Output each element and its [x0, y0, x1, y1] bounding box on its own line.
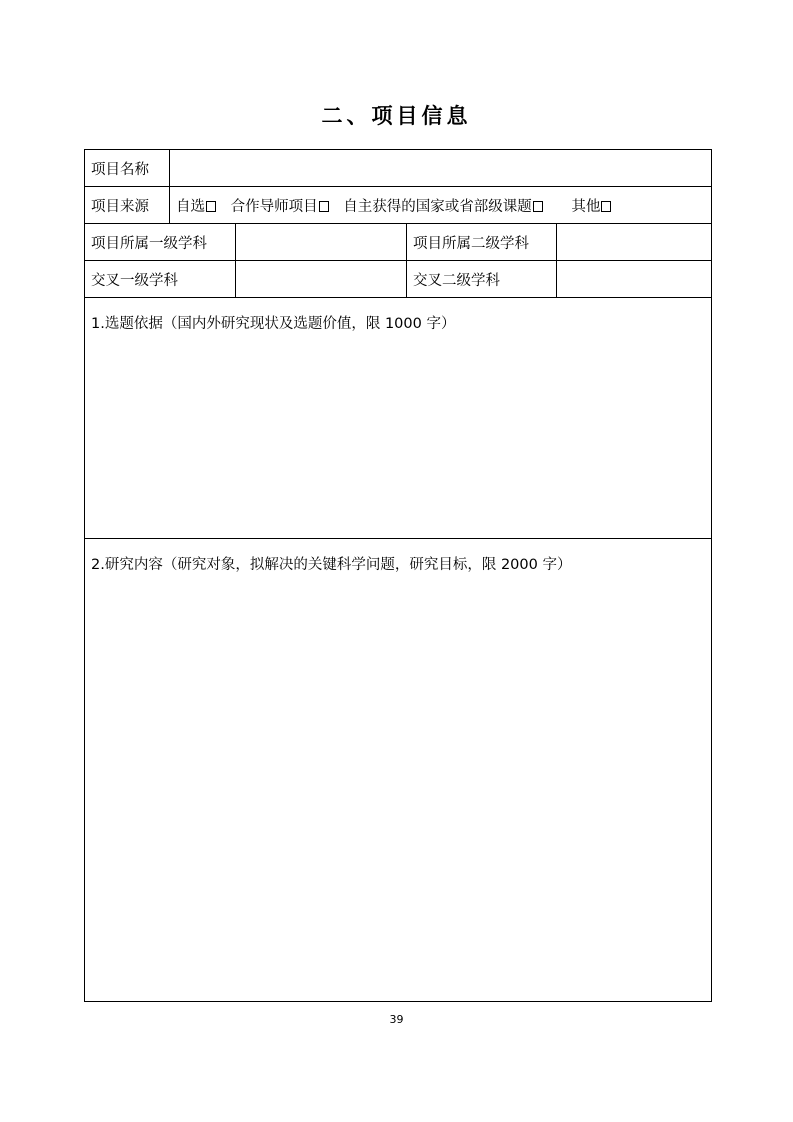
source-option-advisor-project[interactable] — [231, 199, 329, 215]
section-hint: （研究对象，拟解决的关键科学问题，研究目标，限 2000 字） — [162, 557, 572, 573]
primary-discipline-field[interactable] — [236, 224, 407, 261]
section-title: 选题依据 — [104, 316, 163, 332]
project-source-options — [170, 187, 712, 224]
secondary-discipline-field[interactable] — [557, 224, 712, 261]
page-number: 39 — [389, 1013, 404, 1026]
page-title: 二、项目信息 — [321, 104, 472, 128]
cross-primary-label: 交叉一级学科 — [85, 261, 236, 298]
checkbox-icon[interactable] — [319, 201, 329, 212]
source-option-self-selected[interactable] — [176, 199, 216, 215]
checkbox-icon[interactable] — [206, 201, 216, 212]
cross-secondary-label: 交叉二级学科 — [407, 261, 557, 298]
source-option-label: 合作导师项目 — [230, 198, 318, 215]
research-content-section — [85, 539, 712, 1002]
section-title: 研究内容 — [104, 557, 163, 573]
project-name-row — [85, 150, 712, 187]
section-number: 2. — [91, 557, 105, 573]
checkbox-icon[interactable] — [601, 201, 611, 212]
section-number: 1. — [91, 316, 105, 332]
project-source-row — [85, 187, 712, 224]
topic-basis-section — [85, 298, 712, 539]
source-option-national-provincial[interactable] — [343, 199, 543, 215]
project-name-label: 项目名称 — [85, 150, 170, 187]
secondary-discipline-label: 项目所属二级学科 — [407, 224, 557, 261]
source-option-label: 其他 — [571, 198, 601, 215]
project-name-field[interactable] — [170, 150, 712, 187]
primary-discipline-label: 项目所属一级学科 — [85, 224, 236, 261]
project-info-table — [84, 149, 712, 1002]
cross-primary-field[interactable] — [236, 261, 407, 298]
source-option-label: 自选 — [176, 198, 205, 215]
cross-secondary-field[interactable] — [557, 261, 712, 298]
checkbox-icon[interactable] — [533, 201, 543, 212]
source-option-other[interactable] — [571, 199, 611, 215]
topic-basis-field[interactable] — [85, 298, 712, 539]
cross-discipline-row — [85, 261, 712, 298]
project-source-label: 项目来源 — [85, 187, 170, 224]
source-option-label: 自主获得的国家或省部级课题 — [343, 198, 532, 215]
research-content-field[interactable] — [85, 539, 712, 1002]
discipline-row — [85, 224, 712, 261]
section-hint: （国内外研究现状及选题价值，限 1000 字） — [162, 316, 456, 332]
